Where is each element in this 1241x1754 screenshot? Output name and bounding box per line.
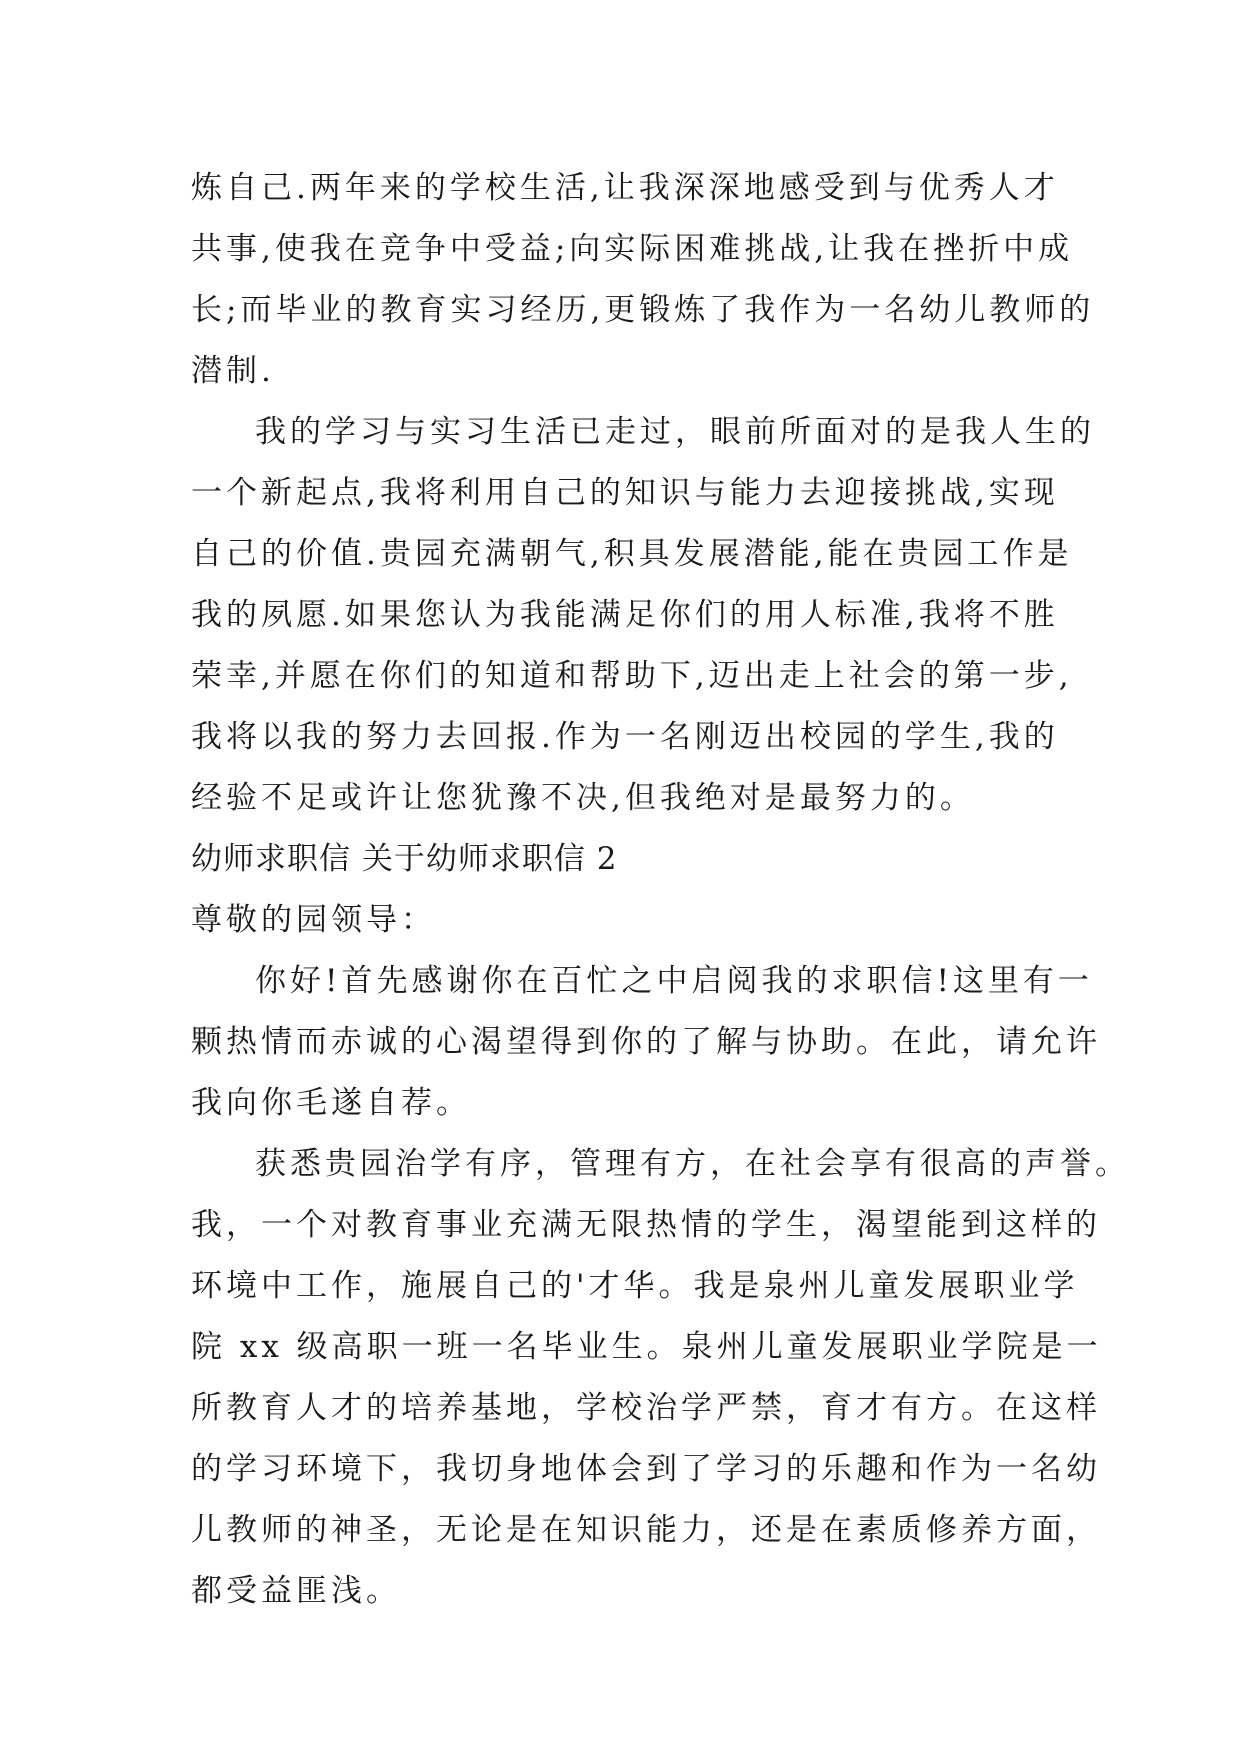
text-line: 颗热情而赤诚的心渴望得到你的了解与协助。在此，请允许 <box>191 1024 1101 1060</box>
text-line: 长;而毕业的教育实习经历,更锻炼了我作为一名幼儿教师的 <box>191 292 1095 328</box>
text-line: 荣幸,并愿在你们的知道和帮助下,迈出走上社会的第一步, <box>191 658 1073 694</box>
text-line: 我的学习与实习生活已走过，眼前所面对的是我人生的 <box>255 414 1095 450</box>
text-line: 我向你毛遂自荐。 <box>191 1085 471 1121</box>
section-heading: 幼师求职信 关于幼师求职信 2 <box>191 841 618 877</box>
text-line: 我的夙愿.如果您认为我能满足你们的用人标准,我将不胜 <box>191 597 1059 633</box>
text-line: 院 xx 级高职一班一名毕业生。泉州儿童发展职业学院是一 <box>191 1329 1102 1365</box>
text-line: 你好!首先感谢你在百忙之中启阅我的求职信!这里有一 <box>255 963 1093 999</box>
text-line: 一个新起点,我将利用自己的知识与能力去迎接挑战,实现 <box>191 475 1059 511</box>
text-line: 所教育人才的培养基地，学校治学严禁，育才有方。在这样 <box>191 1390 1101 1426</box>
text-line: 儿教师的神圣，无论是在知识能力，还是在素质修养方面， <box>191 1512 1101 1548</box>
text-line: 环境中工作，施展自己的'才华。我是泉州儿童发展职业学 <box>191 1268 1079 1304</box>
text-line: 自己的价值.贵园充满朝气,积具发展潜能,能在贵园工作是 <box>191 536 1073 572</box>
text-line: 潜制. <box>191 353 275 389</box>
text-line: 共事,使我在竞争中受益;向实际困难挑战,让我在挫折中成 <box>191 231 1074 267</box>
text-line: 我，一个对教育事业充满无限热情的学生，渴望能到这样的 <box>191 1207 1101 1243</box>
text-line: 我将以我的努力去回报.作为一名刚迈出校园的学生,我的 <box>191 719 1059 755</box>
text-line: 尊敬的园领导： <box>191 902 436 938</box>
text-line: 的学习环境下，我切身地体会到了学习的乐趣和作为一名幼 <box>191 1451 1101 1487</box>
text-line: 经验不足或许让您犹豫不决,但我绝对是最努力的。 <box>191 780 975 816</box>
text-line: 获悉贵园治学有序，管理有方，在社会享有很高的声誉。 <box>255 1146 1130 1182</box>
document-body <box>191 158 1130 1622</box>
text-line: 炼自己.两年来的学校生活,让我深深地感受到与优秀人才 <box>191 170 1059 206</box>
text-line: 都受益匪浅。 <box>191 1573 401 1609</box>
